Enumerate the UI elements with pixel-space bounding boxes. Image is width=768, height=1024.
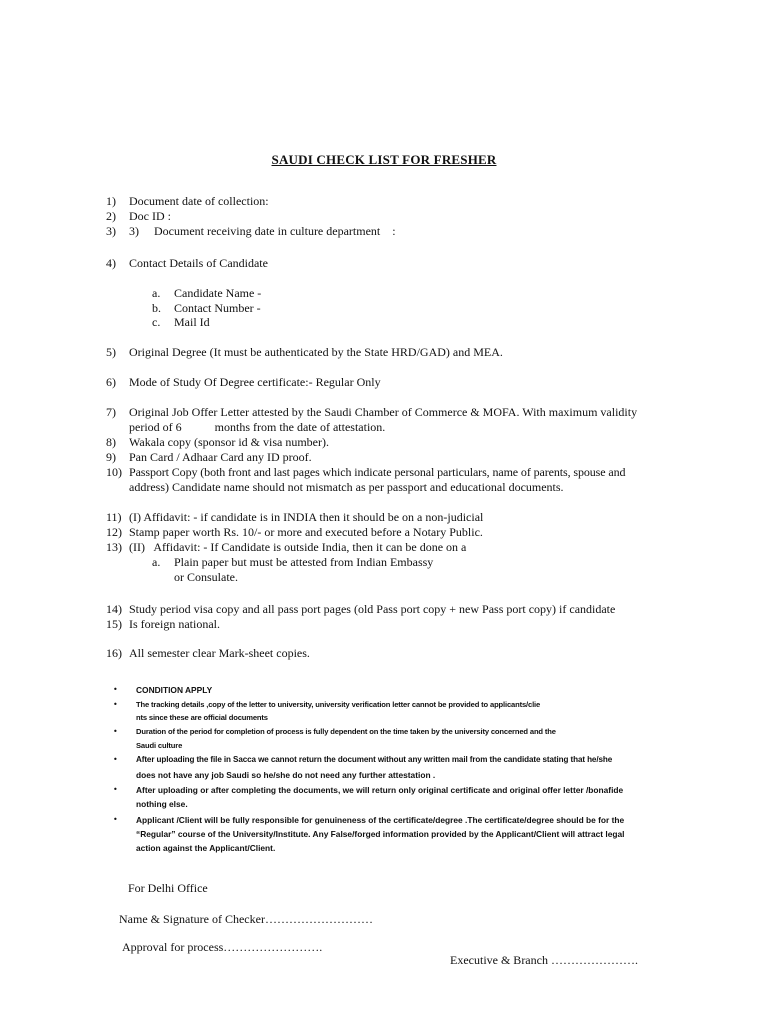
- list-item: Original Job Offer Letter attested by the Saudi Chamber of Commerce & MOFA. With maximum validity: [129, 405, 638, 419]
- item-number: 15): [106, 617, 122, 631]
- condition-line: action against the Applicant/Client.: [136, 843, 276, 853]
- sub-letter: a.: [152, 286, 161, 300]
- item-number: 16): [106, 646, 122, 660]
- office-label: For Delhi Office: [128, 881, 208, 895]
- item-number: 14): [106, 602, 122, 616]
- sub-item: Candidate Name -: [174, 286, 262, 300]
- sub-item: Plain paper but must be attested from Indian Embassy: [174, 555, 434, 569]
- page-title: SAUDI CHECK LIST FOR FRESHER: [271, 152, 497, 167]
- bullet-icon: •: [113, 685, 118, 694]
- bullet-icon: •: [113, 785, 118, 794]
- bullet-icon: •: [113, 727, 118, 736]
- item-number: 1): [106, 194, 116, 208]
- item-number: 10): [106, 465, 122, 479]
- bullet-icon: •: [113, 755, 118, 764]
- list-item: Stamp paper worth Rs. 10/- or more and executed before a Notary Public.: [129, 525, 483, 539]
- executive-branch-line: Executive & Branch ………………….: [450, 953, 638, 967]
- bullet-icon: •: [113, 815, 118, 824]
- item-number: 13): [106, 540, 122, 554]
- item-number: 5): [106, 345, 116, 359]
- checker-signature-line: Name & Signature of Checker………………………: [119, 912, 373, 926]
- condition-line: Applicant /Client will be fully responsible for genuineness of the certificate/degree .The certificate/degree should be for the: [136, 815, 625, 825]
- sub-item-continuation: or Consulate.: [174, 570, 238, 584]
- list-item: Document date of collection:: [129, 194, 269, 208]
- item-number: 6): [106, 375, 116, 389]
- condition-line: The tracking details ,copy of the letter to university, university verification letter cannot be provided to applicants/clie: [136, 700, 541, 709]
- condition-line: nothing else.: [136, 799, 188, 809]
- condition-line: Saudi culture: [136, 741, 183, 750]
- list-item-continuation: period of 6 months from the date of attestation.: [129, 420, 386, 434]
- condition-line: After uploading or after completing the documents, we will return only original certificate and original offer letter /bonafide: [136, 785, 624, 795]
- condition-line: nts since these are official documents: [136, 713, 268, 722]
- list-item: Wakala copy (sponsor id & visa number).: [129, 435, 329, 449]
- sub-item: Contact Number -: [174, 301, 261, 315]
- item-number: 2): [106, 209, 116, 223]
- approval-line: Approval for process…………………….: [122, 940, 323, 954]
- list-item: Study period visa copy and all pass port pages (old Pass port copy + new Pass port copy) if candidate: [129, 602, 616, 616]
- list-item: All semester clear Mark-sheet copies.: [129, 646, 310, 660]
- list-item-continuation: address) Candidate name should not mismatch as per passport and educational documents.: [129, 480, 564, 494]
- list-item: Contact Details of Candidate: [129, 256, 268, 270]
- item-number: 11): [106, 510, 122, 524]
- item-number: 4): [106, 256, 116, 270]
- item-number: 12): [106, 525, 122, 539]
- condition-line: After uploading the file in Sacca we cannot return the document without any written mail from the candidate stating that he/she: [136, 755, 613, 764]
- condition-line: Duration of the period for completion of process is fully dependent on the time taken by the university concerned and the: [136, 727, 556, 736]
- list-item: Original Degree (It must be authenticated by the State HRD/GAD) and MEA.: [129, 345, 503, 359]
- conditions-heading: CONDITION APPLY: [136, 685, 213, 695]
- item-number: 9): [106, 450, 116, 464]
- sub-letter: b.: [152, 301, 161, 315]
- list-item: 3) Document receiving date in culture department :: [129, 224, 396, 238]
- item-number: 3): [106, 224, 116, 238]
- sub-letter: a.: [152, 555, 161, 569]
- item-number: 8): [106, 435, 116, 449]
- list-item: Pan Card / Adhaar Card any ID proof.: [129, 450, 312, 464]
- list-item: (I) Affidavit: - if candidate is in INDIA then it should be on a non-judicial: [129, 510, 484, 524]
- list-item: Mode of Study Of Degree certificate:- Regular Only: [129, 375, 381, 389]
- sub-letter: c.: [152, 315, 161, 329]
- item-number: 7): [106, 405, 116, 419]
- bullet-icon: •: [113, 700, 118, 709]
- condition-line: “Regular” course of the University/Institute. Any False/forged information provided by the Applicant/Client will attract legal: [136, 829, 625, 839]
- condition-line: does not have any job Saudi so he/she do not need any further attestation .: [136, 770, 436, 780]
- list-item: (II) Affidavit: - If Candidate is outside India, then it can be done on a: [129, 540, 467, 554]
- sub-item: Mail Id: [174, 315, 210, 329]
- list-item: Doc ID :: [129, 209, 171, 223]
- list-item: Passport Copy (both front and last pages which indicate personal particulars, name of parents, spouse and: [129, 465, 626, 479]
- list-item: Is foreign national.: [129, 617, 220, 631]
